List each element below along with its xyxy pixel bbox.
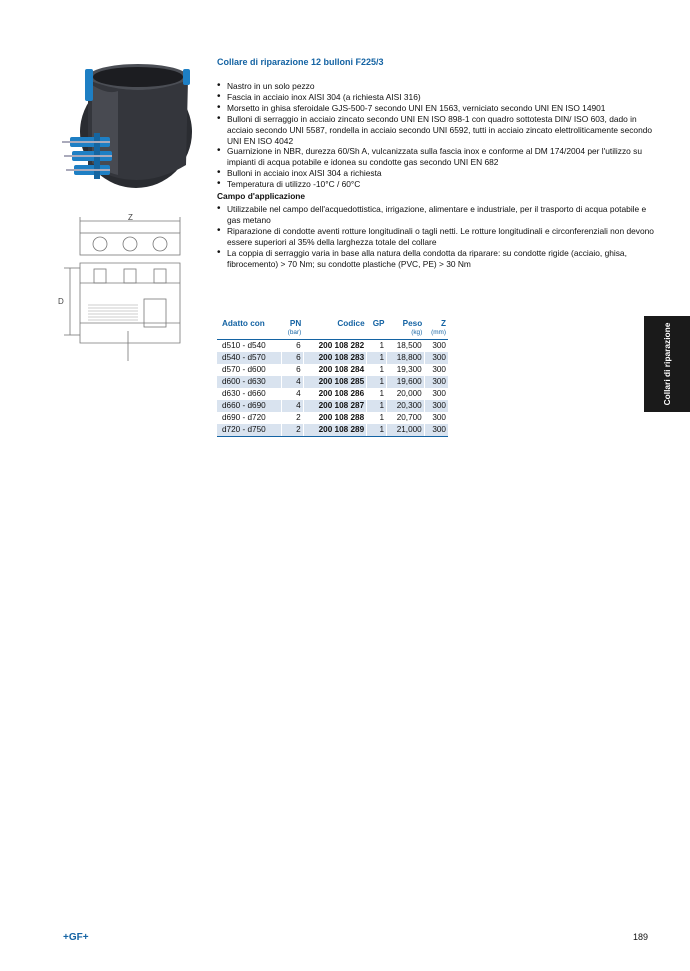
cell-pn: 6 [281, 364, 303, 376]
product-description [217, 56, 657, 270]
cell-pn: 2 [281, 424, 303, 437]
feature-item: • Bulloni di serraggio in acciaio zincato secondo UNI EN ISO 898-1 con quadro sottotesta DIN/ ISO 603, dado in acciaio secondo UNI 5587, rondella in acciaio secondo UNI 6592, tutti in acciaio zincato elettroliticamente secondo UNI EN ISO 4042 [217, 114, 657, 147]
product-title: Collare di riparazione 12 bulloni F225/3 [217, 57, 384, 67]
table-units-row [217, 329, 448, 340]
table-row [217, 340, 448, 353]
cell-pn: 4 [281, 376, 303, 388]
cell-codice: 200 108 286 [303, 388, 366, 400]
technical-drawing [58, 213, 198, 363]
cell-codice: 200 108 288 [303, 412, 366, 424]
cell-pn: 6 [281, 340, 303, 353]
unit-gp [367, 329, 387, 340]
cell-codice: 200 108 284 [303, 364, 366, 376]
cell-z: 300 [424, 412, 448, 424]
cell-pn: 2 [281, 412, 303, 424]
cell-peso: 20,700 [387, 412, 425, 424]
cell-z: 300 [424, 400, 448, 412]
cell-gp: 1 [367, 352, 387, 364]
cell-gp: 1 [367, 412, 387, 424]
table-row [217, 352, 448, 364]
cell-adatto: d690 - d720 [222, 413, 266, 422]
chapter-tab-label: Collari di riparazione [662, 322, 672, 406]
cell-peso: 18,500 [387, 340, 425, 353]
cell-adatto: d540 - d570 [217, 352, 281, 364]
cell-codice: 200 108 285 [303, 376, 366, 388]
cell-codice: 200 108 287 [303, 400, 366, 412]
application-item: • Utilizzabile nel campo dell'acquedottistica, irrigazione, alimentare e industriale, per il trasporto di acqua potabile e gas metano [217, 204, 657, 226]
feature-item: • Fascia in acciaio inox AISI 304 (a richiesta AISI 316) [217, 92, 657, 103]
cell-peso: 20,000 [387, 388, 425, 400]
feature-item: • Nastro in un solo pezzo [217, 81, 657, 92]
unit-peso: (kg) [387, 329, 425, 340]
specification-table [217, 318, 448, 437]
header-z: Z [440, 319, 446, 328]
product-image [58, 55, 198, 195]
cell-codice: 200 108 283 [303, 352, 366, 364]
cell-z: 300 [424, 364, 448, 376]
unit-z: (mm) [424, 329, 448, 340]
table-row [217, 424, 448, 437]
cell-peso: 20,300 [387, 400, 425, 412]
cell-gp: 1 [367, 340, 387, 353]
cell-peso: 18,800 [387, 352, 425, 364]
header-gp: GP [372, 319, 385, 328]
feature-list [217, 81, 657, 190]
header-adatto: Adatto con [222, 319, 265, 328]
cell-gp: 1 [367, 376, 387, 388]
cell-z: 300 [424, 388, 448, 400]
cell-gp: 1 [367, 388, 387, 400]
table-row [217, 388, 448, 400]
cell-pn: 6 [281, 352, 303, 364]
cell-codice: 200 108 282 [303, 340, 366, 353]
unit-codice [303, 329, 366, 340]
unit-pn: (bar) [281, 329, 303, 340]
cell-peso: 19,300 [387, 364, 425, 376]
cell-z: 300 [424, 340, 448, 353]
feature-item: • Temperatura di utilizzo -10°C / 60°C [217, 179, 657, 190]
header-codice: Codice [337, 319, 365, 328]
cell-adatto: d660 - d690 [217, 400, 281, 412]
cell-peso: 19,600 [387, 376, 425, 388]
cell-gp: 1 [367, 424, 387, 437]
feature-item: • Bulloni in acciaio inox AISI 304 a richiesta [217, 168, 657, 179]
table-row [217, 400, 448, 412]
cell-adatto: d630 - d660 [222, 389, 266, 398]
table-row [217, 376, 448, 388]
cell-adatto: d510 - d540 [222, 341, 266, 350]
table-row [217, 412, 448, 424]
cell-adatto: d570 - d600 [222, 365, 266, 374]
cell-adatto: d600 - d630 [217, 376, 281, 388]
cell-codice: 200 108 289 [303, 424, 366, 437]
chapter-tab [644, 316, 690, 412]
table-header-row [217, 318, 448, 329]
cell-z: 300 [424, 376, 448, 388]
application-list [217, 204, 657, 269]
header-peso: Peso [402, 319, 423, 328]
cell-z: 300 [424, 424, 448, 437]
cell-pn: 4 [281, 400, 303, 412]
drawing-label-d: D [58, 297, 64, 306]
application-item: • La coppia di serraggio varia in base alla natura della condotta da riparare: su condotte rigide (acciaio, ghisa, fibrocemento) > 70 Nm; su condotte plastiche (PVC, PE) > 30 Nm [217, 248, 657, 270]
table-row [217, 364, 448, 376]
cell-adatto: d720 - d750 [217, 424, 281, 437]
cell-gp: 1 [367, 400, 387, 412]
gf-logo: +GF+ [63, 932, 89, 943]
cell-pn: 4 [281, 388, 303, 400]
cell-gp: 1 [367, 364, 387, 376]
cell-peso: 21,000 [387, 424, 425, 437]
application-heading: Campo d'applicazione [217, 191, 306, 202]
application-item: • Riparazione di condotte aventi rotture longitudinali o tagli netti. Le rotture longitudinali e circonferenziali non devono essere superiori al 35% della larghezza totale del collare [217, 226, 657, 248]
unit-adatto [217, 329, 281, 340]
page-number: 189 [633, 932, 649, 942]
feature-item: • Morsetto in ghisa sferoidale GJS-500-7 secondo UNI EN 1563, verniciato secondo UNI EN ISO 14901 [217, 103, 657, 114]
drawing-label-z: Z [128, 213, 133, 222]
feature-item: • Guarnizione in NBR, durezza 60/Sh A, vulcanizzata sulla fascia inox e conforme al DM 174/2004 per l'utilizzo su impianti di acqua potabile e idonea su condotte gas secondo UNI EN 682 [217, 146, 657, 168]
header-pn: PN [289, 319, 302, 328]
cell-z: 300 [424, 352, 448, 364]
